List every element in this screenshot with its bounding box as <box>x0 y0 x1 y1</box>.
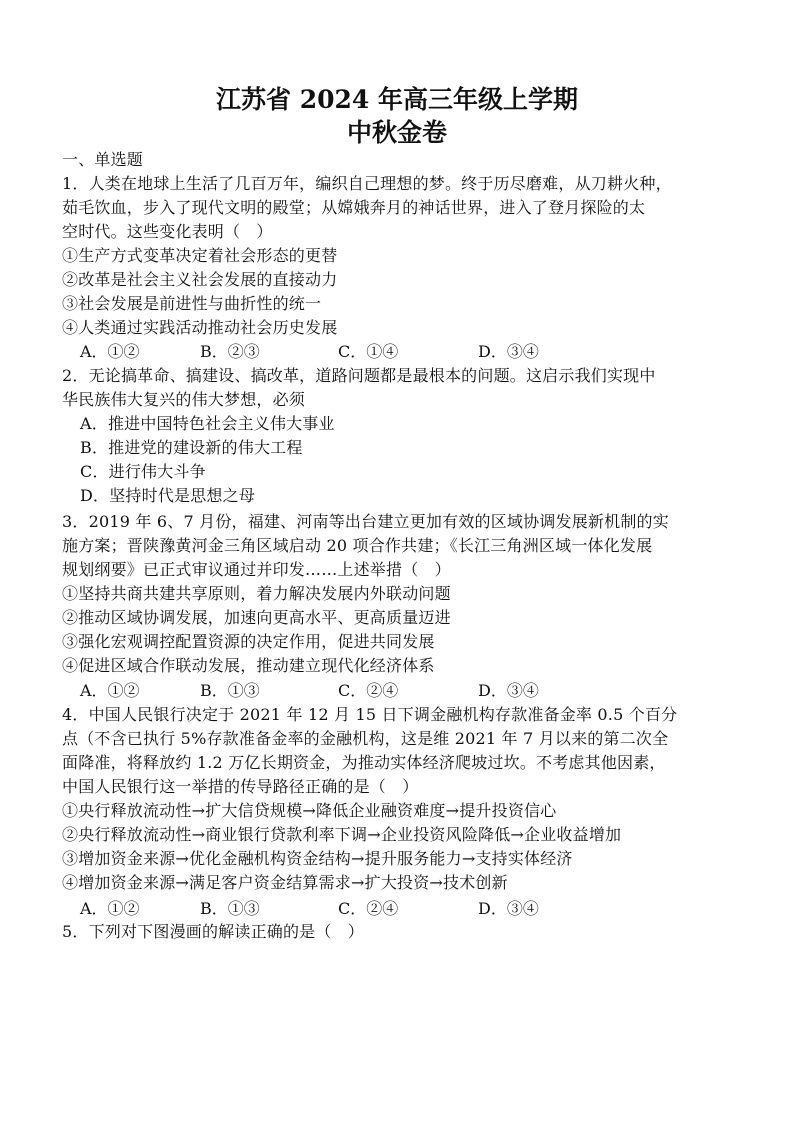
question-3-stem-line: 3．2019 年 6、7 月份，福建、河南等出台建立更加有效的区域协调发展新机制的实 <box>62 512 669 531</box>
option-c: C．②④ <box>338 681 399 700</box>
question-4-item: ④增加资金来源→满足客户资金结算需求→扩大投资→技术创新 <box>62 873 508 892</box>
question-4-item: ②央行释放流动性→商业银行贷款利率下调→企业投资风险降低→企业收益增加 <box>62 825 622 844</box>
exam-title: 江苏省 2024 年高三年级上学期 <box>216 85 578 114</box>
question-1-item: ②改革是社会主义社会发展的直接动力 <box>62 270 338 289</box>
question-1-stem-line: 茹毛饮血，步入了现代文明的殿堂；从嫦娥奔月的神话世界，进入了登月探险的太 <box>62 198 646 217</box>
question-3-item: ①坚持共商共建共享原则，着力解决发展内外联动问题 <box>62 584 451 603</box>
question-3-item: ③强化宏观调控配置资源的决定作用，促进共同发展 <box>62 632 435 651</box>
question-4-stem-line: 中国人民银行这一举措的传导路径正确的是（ ） <box>62 777 419 796</box>
question-2-option-d: D．坚持时代是思想之母 <box>80 486 256 505</box>
option-b: B．②③ <box>200 342 260 361</box>
question-1-stem-line: 空时代。这些变化表明（ ） <box>62 222 273 241</box>
question-3-stem-line: 规划纲要》已正式审议通过并印发……上述举措（ ） <box>62 560 451 579</box>
question-3-item: ②推动区域协调发展，加速向更高水平、更高质量迈进 <box>62 608 451 627</box>
question-1-item: ④人类通过实践活动推动社会历史发展 <box>62 318 338 337</box>
exam-subtitle: 中秋金卷 <box>346 118 447 147</box>
question-5-stem-line: 5．下列对下图漫画的解读正确的是（ ） <box>62 922 364 941</box>
question-3-item: ④促进区域合作联动发展，推动建立现代化经济体系 <box>62 656 435 675</box>
option-a: A．①② <box>80 681 140 700</box>
option-d: D．③④ <box>478 681 539 700</box>
question-1-item: ③社会发展是前进性与曲折性的统一 <box>62 294 322 313</box>
question-2-option-b: B．推进党的建设新的伟大工程 <box>80 438 303 457</box>
question-4-item: ①央行释放流动性→扩大信贷规模→降低企业融资难度→提升投资信心 <box>62 801 557 820</box>
section-heading: 一、单选题 <box>62 150 144 169</box>
question-4-stem-line: 4．中国人民银行决定于 2021 年 12 月 15 日下调金融机构存款准备金率 0.5 个百分 <box>62 705 678 724</box>
question-2-option-a: A．推进中国特色社会主义伟大事业 <box>80 414 335 433</box>
question-4-stem-line: 点（不含已执行 5%存款准备金率的金融机构，这是维 2021 年 7 月以来的第二次全 <box>62 729 669 748</box>
option-a: A．①② <box>80 342 140 361</box>
option-c: C．②④ <box>338 899 399 918</box>
question-1-stem-line: 1．人类在地球上生活了几百万年，编织自己理想的梦。终于历尽磨难，从刀耕火种， <box>62 174 672 193</box>
question-3-stem-line: 施方案；晋陕豫黄河金三角区域启动 20 项合作共建；《长江三角洲区域一体化发展 <box>62 536 653 555</box>
question-2-stem-line: 华民族伟大复兴的伟大梦想，必须 <box>62 390 306 409</box>
option-a: A．①② <box>80 899 140 918</box>
question-2-stem-line: 2．无论搞革命、搞建设、搞改革，道路问题都是最根本的问题。这启示我们实现中 <box>62 366 656 385</box>
option-c: C．①④ <box>338 342 399 361</box>
option-b: B．①③ <box>200 681 260 700</box>
question-4-stem-line: 面降准，将释放约 1.2 万亿长期资金，为推动实体经济爬坡过坎。不考虑其他因素， <box>62 753 666 772</box>
option-d: D．③④ <box>478 342 539 361</box>
question-4-item: ③增加资金来源→优化金融机构资金结构→提升服务能力→支持实体经济 <box>62 849 573 868</box>
question-2-option-c: C．进行伟大斗争 <box>80 462 206 481</box>
question-1-item: ①生产方式变革决定着社会形态的更替 <box>62 246 338 265</box>
option-d: D．③④ <box>478 899 539 918</box>
option-b: B．①③ <box>200 899 260 918</box>
